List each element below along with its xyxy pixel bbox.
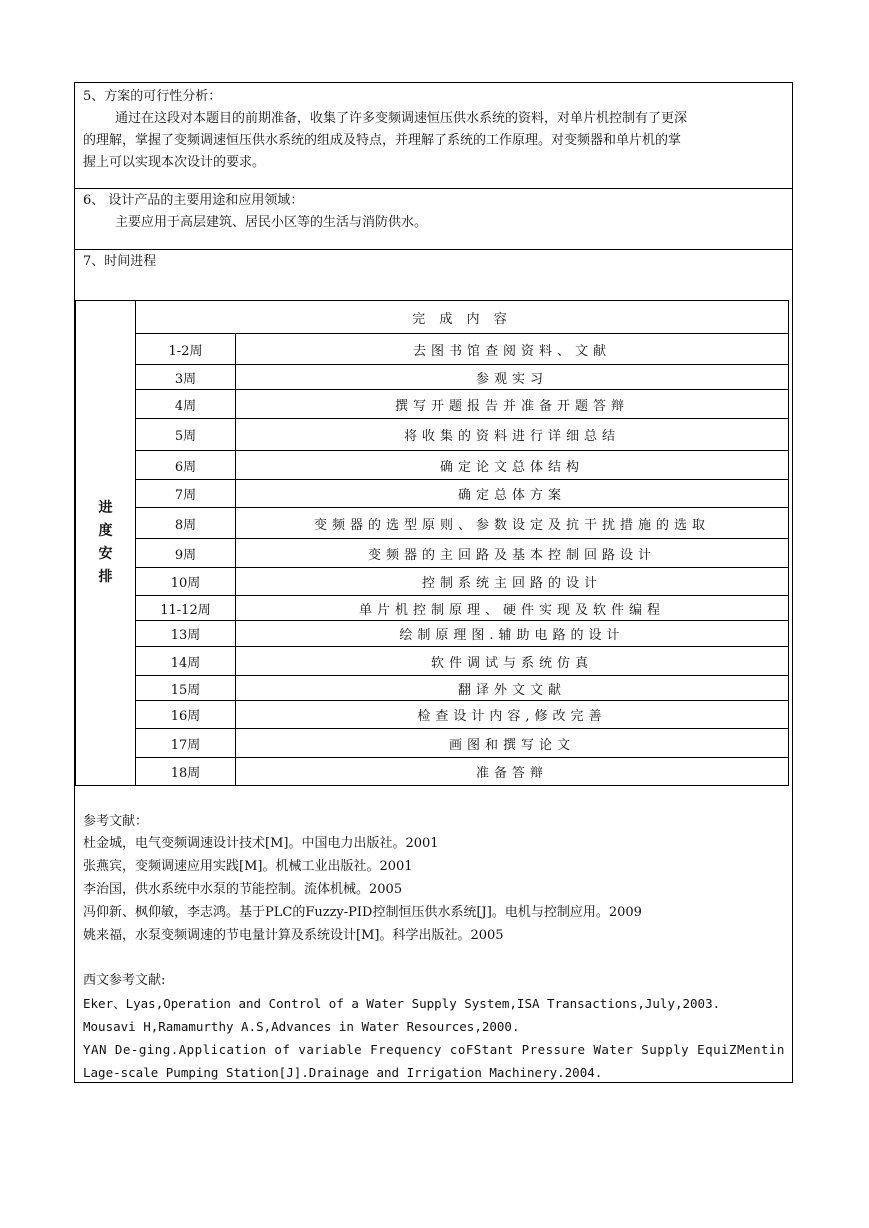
table-row (76, 621, 789, 647)
table-row (76, 419, 789, 451)
side-char: 进 (98, 500, 113, 516)
table-row (76, 334, 789, 365)
table-row (76, 676, 789, 701)
proposal-form (74, 82, 793, 1083)
foreign-reference-item: Lage-scale Pumping Station[J].Drainage and Irrigation Machinery.2004. (83, 1065, 603, 1080)
week-cell: 15周 (136, 676, 236, 701)
table-row (76, 480, 789, 508)
reference-item: 姚来福，水泵变频调速的节电量计算及系统设计[M]。科学出版社。2005 (83, 928, 504, 943)
table-row (76, 758, 789, 786)
content-cell: 检查设计内容,修改完善 (236, 701, 789, 729)
side-char: 排 (98, 569, 113, 585)
content-cell: 控制系统主回路的设计 (236, 568, 789, 596)
reference-item: 张燕宾，变频调速应用实践[M]。机械工业出版社。2001 (83, 859, 413, 874)
section-6-line: 主要应用于高层建筑、居民小区等的生活与消防供水。 (115, 215, 428, 230)
section-6-title: 6、 设计产品的主要用途和应用领域： (83, 193, 304, 208)
week-cell: 3周 (136, 365, 236, 390)
content-cell: 确定论文总体结构 (236, 451, 789, 480)
content-cell: 软件调试与系统仿真 (236, 647, 789, 676)
foreign-reference-item: YAN De-ging.Application of variable Frequency coFStant Pressure Water Supply EquiZMentin (83, 1042, 785, 1057)
schedule-header-row (76, 301, 789, 334)
week-cell: 16周 (136, 701, 236, 729)
table-row (76, 365, 789, 390)
table-row (76, 596, 789, 621)
content-cell: 参观实习 (236, 365, 789, 390)
content-cell: 变频器的选型原则、参数设定及抗干扰措施的选取 (236, 508, 789, 539)
schedule-table (75, 300, 789, 786)
content-cell: 变频器的主回路及基本控制回路设计 (236, 539, 789, 568)
table-row (76, 451, 789, 480)
content-cell: 绘制原理图.辅助电路的设计 (236, 621, 789, 647)
table-row (76, 647, 789, 676)
week-cell: 6周 (136, 451, 236, 480)
content-cell: 画图和撰写论文 (236, 729, 789, 758)
week-cell: 17周 (136, 729, 236, 758)
week-cell: 11-12周 (136, 596, 236, 621)
content-cell: 翻译外文文献 (236, 676, 789, 701)
week-cell: 7周 (136, 480, 236, 508)
week-cell: 10周 (136, 568, 236, 596)
section-5-title: 5、方案的可行性分析： (83, 89, 222, 104)
table-row (76, 568, 789, 596)
week-cell: 18周 (136, 758, 236, 786)
reference-item: 杜金城，电气变频调速设计技术[M]。中国电力出版社。2001 (83, 836, 439, 851)
divider (75, 249, 792, 250)
content-cell: 去图书馆查阅资料、文献 (236, 334, 789, 365)
section-5-line-3: 握上可以实现本次设计的要求。 (83, 155, 266, 170)
references-title: 参考文献： (83, 814, 149, 829)
week-cell: 1-2周 (136, 334, 236, 365)
content-cell: 单片机控制原理、硬件实现及软件编程 (236, 596, 789, 621)
foreign-reference-item: Eker、Lyas,Operation and Control of a Water Supply System,ISA Transactions,July,2003. (83, 996, 721, 1011)
content-cell: 将收集的资料进行详细总结 (236, 419, 789, 451)
week-cell: 5周 (136, 419, 236, 451)
table-row (76, 729, 789, 758)
week-cell: 4周 (136, 390, 236, 419)
week-cell: 8周 (136, 508, 236, 539)
content-cell: 撰写开题报告并准备开题答辩 (236, 390, 789, 419)
week-cell: 9周 (136, 539, 236, 568)
table-row (76, 508, 789, 539)
reference-item: 冯仰新、枫仰敏，李志鸿。基于PLC的Fuzzy-PID控制恒压供水系统[J]。电机与控制应用。2009 (83, 905, 642, 920)
foreign-references-title: 西文参考文献: (83, 973, 166, 988)
table-row (76, 390, 789, 419)
week-cell: 14周 (136, 647, 236, 676)
side-char: 安 (98, 546, 113, 562)
content-cell: 确定总体方案 (236, 480, 789, 508)
table-row (76, 539, 789, 568)
reference-item: 李治国，供水系统中水泵的节能控制。流体机械。2005 (83, 882, 403, 897)
section-7-title: 7、时间进程 (83, 254, 157, 269)
section-5-line-1: 通过在这段对本题目的前期准备，收集了许多变频调速恒压供水系统的资料，对单片机控制有了更深 (115, 111, 688, 126)
side-char: 度 (98, 523, 113, 539)
schedule-header: 完 成 内 容 (136, 301, 789, 334)
schedule-side-label (76, 301, 136, 786)
week-cell: 13周 (136, 621, 236, 647)
divider (75, 188, 792, 189)
section-5-line-2: 的理解，掌握了变频调速恒压供水系统的组成及特点，并理解了系统的工作原理。对变频器和单片机的掌 (83, 133, 682, 148)
table-row (76, 701, 789, 729)
foreign-reference-item: Mousavi H,Ramamurthy A.S,Advances in Water Resources,2000. (83, 1019, 520, 1034)
content-cell: 准备答辩 (236, 758, 789, 786)
